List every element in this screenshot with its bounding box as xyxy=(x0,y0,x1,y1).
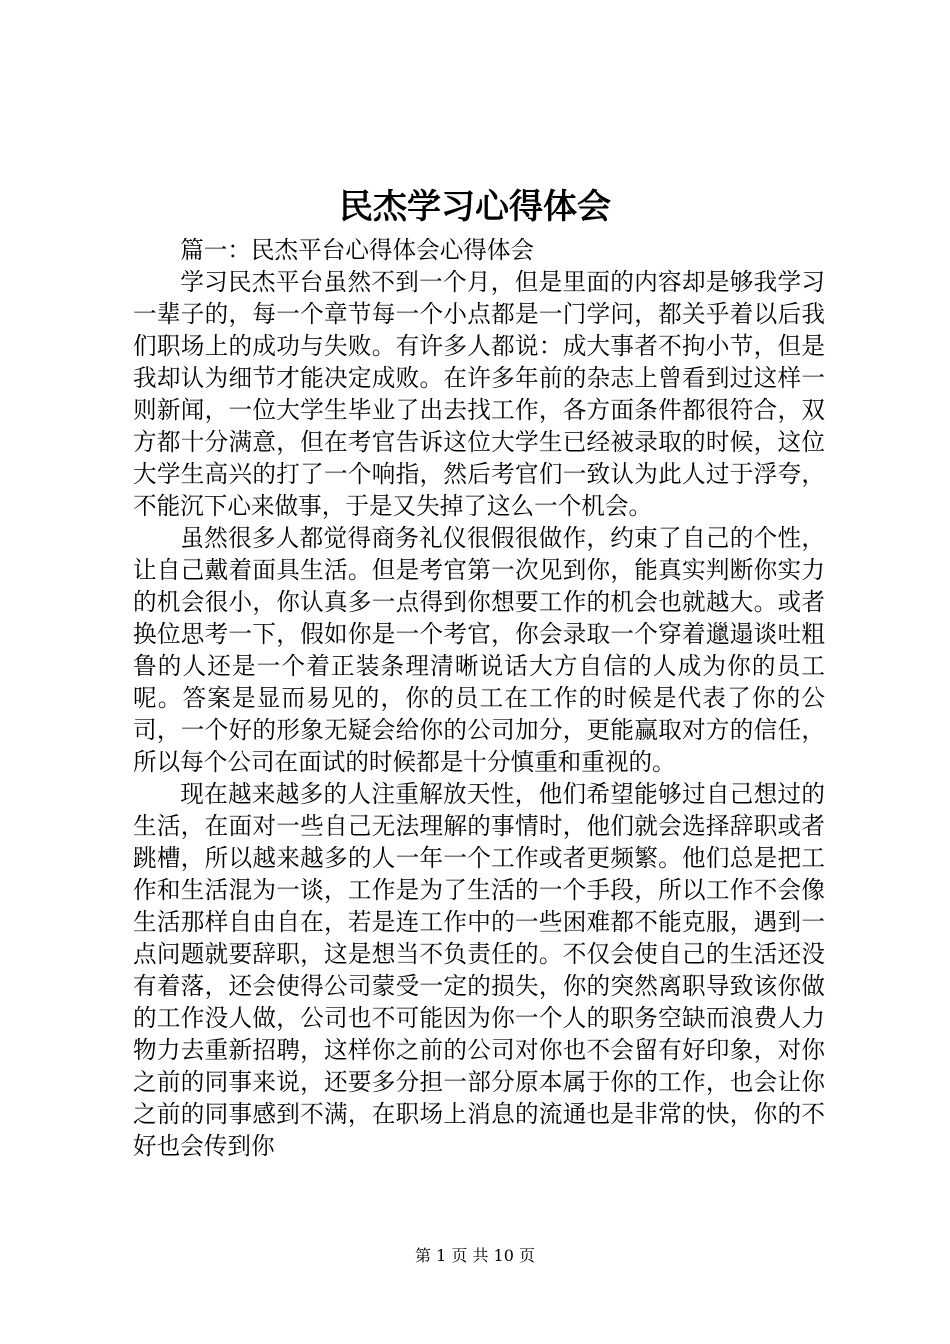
section-heading: 篇一：民杰平台心得体会心得体会 xyxy=(180,236,535,264)
page-footer: 第 1 页 共 10 页 xyxy=(415,1246,535,1265)
paragraph-3: 现在越来越多的人注重解放天性，他们希望能够过自己想过的生活，在面对一些自己无法理解的事情时，他们就会选择辞职或者跳槽，所以越来越多的人一年一个工作或者更频繁。他们总是把工作和生活混为一谈，工作是为了生活的一个手段，所以工作不会像生活那样自由自在，若是连工作中的一些困难都不能克服，遇到一点问题就要辞职，这是想当不负责任的。不仅会使自己的生活还没有着落，还会使得公司蒙受一定的损失，你的突然离职导致该你做的工作没人做，公司也不可能因为你一个人的职务空缺而浪费人力物力去重新招聘，这样你之前的公司对你也不会留有好印象，对你之前的同事来说，还要多分担一部分原本属于你的工作，也会让你之前的同事感到不满，在职场上消息的流通也是非常的快，你的不好也会传到你 xyxy=(133,780,825,1160)
paragraph-1: 学习民杰平台虽然不到一个月，但是里面的内容却是够我学习一辈子的，每一个章节每一个小点都是一门学问，都关乎着以后我们职场上的成功与失败。有许多人都说：成大事者不拘小节，但是我却认为细节才能决定成败。在许多年前的杂志上曾看到过这样一则新闻，一位大学生毕业了出去找工作，各方面条件都很符合，双方都十分满意，但在考官告诉这位大学生已经被录取的时候，这位大学生高兴的打了一个响指，然后考官们一致认为此人过于浮夸，不能沉下心来做事，于是又失掉了这么一个机会。 xyxy=(133,268,825,520)
paragraph-2: 虽然很多人都觉得商务礼仪很假很做作，约束了自己的个性，让自己戴着面具生活。但是考官第一次见到你，能真实判断你实力的机会很小，你认真多一点得到你想要工作的机会也就越大。或者换位思考一下，假如你是一个考官，你会录取一个穿着邋遢谈吐粗鲁的人还是一个着正装条理清晰说话大方自信的人成为你的员工呢。答案是显而易见的，你的员工在工作的时候是代表了你的公司，一个好的形象无疑会给你的公司加分，更能赢取对方的信任，所以每个公司在面试的时候都是十分慎重和重视的。 xyxy=(133,524,825,776)
document-body xyxy=(133,234,825,1162)
document-title: 民杰学习心得体会 xyxy=(339,187,611,227)
